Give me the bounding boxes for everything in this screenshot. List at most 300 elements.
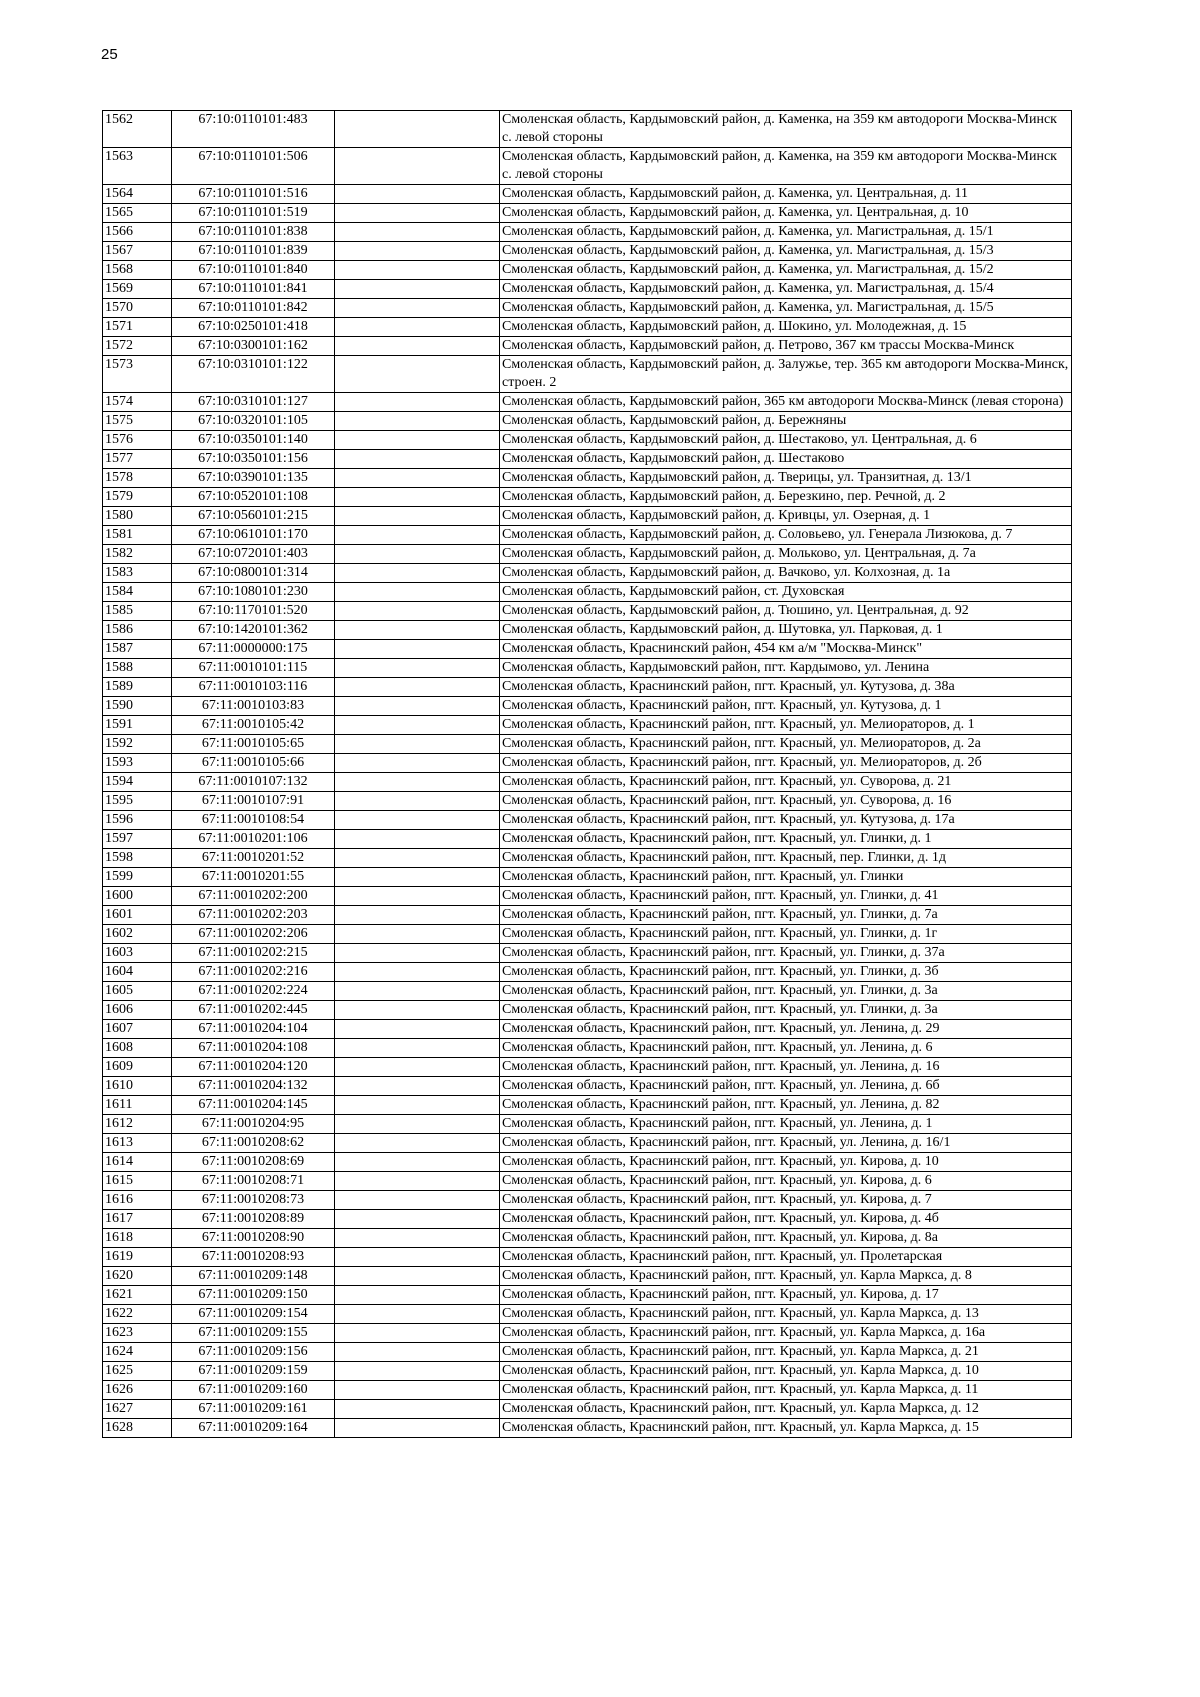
cadastral-number-cell: 67:11:0010208:93 [172, 1248, 335, 1267]
row-number-cell: 1570 [103, 299, 172, 318]
row-number-cell: 1607 [103, 1020, 172, 1039]
empty-cell [335, 1381, 500, 1400]
cadastral-number-cell: 67:10:0110101:841 [172, 280, 335, 299]
address-cell: Смоленская область, Краснинский район, пгт. Красный, ул. Карла Маркса, д. 15 [500, 1419, 1072, 1438]
table-row [103, 1324, 1072, 1343]
address-cell: Смоленская область, Краснинский район, пгт. Красный, ул. Кирова, д. 10 [500, 1153, 1072, 1172]
address-cell: Смоленская область, Кардымовский район, д. Соловьево, ул. Генерала Лизюкова, д. 7 [500, 526, 1072, 545]
cadastral-number-cell: 67:11:0010204:108 [172, 1039, 335, 1058]
cadastral-number-cell: 67:11:0010201:55 [172, 868, 335, 887]
row-number-cell: 1628 [103, 1419, 172, 1438]
table-row [103, 1077, 1072, 1096]
table-row [103, 1305, 1072, 1324]
empty-cell [335, 868, 500, 887]
cadastral-number-cell: 67:10:0110101:516 [172, 185, 335, 204]
address-cell: Смоленская область, Кардымовский район, д. Тюшино, ул. Центральная, д. 92 [500, 602, 1072, 621]
row-number-cell: 1625 [103, 1362, 172, 1381]
table-row [103, 906, 1072, 925]
table-row [103, 602, 1072, 621]
table-row [103, 1210, 1072, 1229]
address-cell: Смоленская область, Кардымовский район, д. Вачково, ул. Колхозная, д. 1а [500, 564, 1072, 583]
row-number-cell: 1613 [103, 1134, 172, 1153]
cadastral-number-cell: 67:11:0010108:54 [172, 811, 335, 830]
empty-cell [335, 1153, 500, 1172]
table-row [103, 963, 1072, 982]
empty-cell [335, 1210, 500, 1229]
row-number-cell: 1568 [103, 261, 172, 280]
table-row [103, 185, 1072, 204]
table-row [103, 583, 1072, 602]
empty-cell [335, 204, 500, 223]
empty-cell [335, 982, 500, 1001]
table-row [103, 944, 1072, 963]
address-cell: Смоленская область, Краснинский район, пгт. Красный, ул. Кирова, д. 7 [500, 1191, 1072, 1210]
empty-cell [335, 1305, 500, 1324]
address-cell: Смоленская область, Краснинский район, пгт. Красный, ул. Кирова, д. 4б [500, 1210, 1072, 1229]
table-row [103, 868, 1072, 887]
address-cell: Смоленская область, Краснинский район, пгт. Красный, ул. Глинки [500, 868, 1072, 887]
table-row [103, 1286, 1072, 1305]
table-row [103, 1267, 1072, 1286]
table-row [103, 1134, 1072, 1153]
table-row [103, 507, 1072, 526]
page-number: 25 [101, 46, 118, 63]
cadastral-number-cell: 67:10:0310101:122 [172, 356, 335, 393]
row-number-cell: 1563 [103, 148, 172, 185]
address-cell: Смоленская область, Кардымовский район, д. Каменка, ул. Магистральная, д. 15/2 [500, 261, 1072, 280]
address-cell: Смоленская область, Краснинский район, пгт. Красный, ул. Глинки, д. 3б [500, 963, 1072, 982]
row-number-cell: 1574 [103, 393, 172, 412]
table-row [103, 792, 1072, 811]
table-row [103, 754, 1072, 773]
table-row [103, 299, 1072, 318]
cadastral-number-cell: 67:11:0010208:71 [172, 1172, 335, 1191]
empty-cell [335, 716, 500, 735]
table-row [103, 773, 1072, 792]
row-number-cell: 1565 [103, 204, 172, 223]
row-number-cell: 1579 [103, 488, 172, 507]
table-row [103, 431, 1072, 450]
address-cell: Смоленская область, Кардымовский район, пгт. Кардымово, ул. Ленина [500, 659, 1072, 678]
address-cell: Смоленская область, Краснинский район, пгт. Красный, ул. Кирова, д. 8а [500, 1229, 1072, 1248]
address-cell: Смоленская область, Кардымовский район, д. Шутовка, ул. Парковая, д. 1 [500, 621, 1072, 640]
address-cell: Смоленская область, Краснинский район, пгт. Красный, ул. Кутузова, д. 38а [500, 678, 1072, 697]
table-row [103, 982, 1072, 1001]
row-number-cell: 1622 [103, 1305, 172, 1324]
table-row [103, 849, 1072, 868]
empty-cell [335, 1229, 500, 1248]
cadastral-number-cell: 67:11:0010101:115 [172, 659, 335, 678]
address-cell: Смоленская область, Краснинский район, пгт. Красный, ул. Кутузова, д. 1 [500, 697, 1072, 716]
cadastral-number-cell: 67:11:0010202:215 [172, 944, 335, 963]
empty-cell [335, 545, 500, 564]
cadastral-number-cell: 67:11:0010208:90 [172, 1229, 335, 1248]
row-number-cell: 1584 [103, 583, 172, 602]
address-cell: Смоленская область, Кардымовский район, д. Мольково, ул. Центральная, д. 7а [500, 545, 1072, 564]
row-number-cell: 1566 [103, 223, 172, 242]
empty-cell [335, 1248, 500, 1267]
empty-cell [335, 280, 500, 299]
address-cell: Смоленская область, Краснинский район, пгт. Красный, ул. Карла Маркса, д. 12 [500, 1400, 1072, 1419]
row-number-cell: 1619 [103, 1248, 172, 1267]
row-number-cell: 1590 [103, 697, 172, 716]
empty-cell [335, 1191, 500, 1210]
cadastral-number-cell: 67:10:0110101:838 [172, 223, 335, 242]
cadastral-number-cell: 67:10:0110101:483 [172, 111, 335, 148]
address-cell: Смоленская область, Краснинский район, пгт. Красный, ул. Ленина, д. 16 [500, 1058, 1072, 1077]
empty-cell [335, 1134, 500, 1153]
address-cell: Смоленская область, Кардымовский район, д. Каменка, на 359 км автодороги Москва-Минск с. левой стороны [500, 148, 1072, 185]
address-cell: Смоленская область, Кардымовский район, д. Шестаково, ул. Центральная, д. 6 [500, 431, 1072, 450]
cadastral-number-cell: 67:10:0250101:418 [172, 318, 335, 337]
cadastral-number-cell: 67:11:0010208:62 [172, 1134, 335, 1153]
cadastral-number-cell: 67:10:0110101:506 [172, 148, 335, 185]
table-row [103, 450, 1072, 469]
cadastral-number-cell: 67:10:0110101:519 [172, 204, 335, 223]
empty-cell [335, 1286, 500, 1305]
empty-cell [335, 849, 500, 868]
table-row [103, 1058, 1072, 1077]
address-cell: Смоленская область, Кардымовский район, д. Каменка, ул. Магистральная, д. 15/4 [500, 280, 1072, 299]
empty-cell [335, 393, 500, 412]
address-cell: Смоленская область, Кардымовский район, ст. Духовская [500, 583, 1072, 602]
empty-cell [335, 830, 500, 849]
cadastral-number-cell: 67:11:0010208:89 [172, 1210, 335, 1229]
table-row [103, 1400, 1072, 1419]
address-cell: Смоленская область, Кардымовский район, д. Березкино, пер. Речной, д. 2 [500, 488, 1072, 507]
empty-cell [335, 412, 500, 431]
empty-cell [335, 906, 500, 925]
empty-cell [335, 507, 500, 526]
empty-cell [335, 1400, 500, 1419]
cadastral-number-cell: 67:11:0010107:91 [172, 792, 335, 811]
address-cell: Смоленская область, Кардымовский район, д. Каменка, ул. Магистральная, д. 15/1 [500, 223, 1072, 242]
address-cell: Смоленская область, Кардымовский район, д. Каменка, на 359 км автодороги Москва-Минск с. левой стороны [500, 111, 1072, 148]
cadastral-number-cell: 67:11:0010202:203 [172, 906, 335, 925]
row-number-cell: 1576 [103, 431, 172, 450]
row-number-cell: 1606 [103, 1001, 172, 1020]
empty-cell [335, 469, 500, 488]
empty-cell [335, 526, 500, 545]
cadastral-number-cell: 67:11:0010202:224 [172, 982, 335, 1001]
address-cell: Смоленская область, Краснинский район, пгт. Красный, ул. Карла Маркса, д. 8 [500, 1267, 1072, 1286]
table-row [103, 223, 1072, 242]
cadastral-number-cell: 67:10:0800101:314 [172, 564, 335, 583]
table-row [103, 1096, 1072, 1115]
table-row [103, 526, 1072, 545]
table-row [103, 1153, 1072, 1172]
table-row [103, 697, 1072, 716]
row-number-cell: 1614 [103, 1153, 172, 1172]
row-number-cell: 1604 [103, 963, 172, 982]
address-cell: Смоленская область, Кардымовский район, д. Каменка, ул. Магистральная, д. 15/5 [500, 299, 1072, 318]
address-cell: Смоленская область, Краснинский район, пгт. Красный, ул. Ленина, д. 1 [500, 1115, 1072, 1134]
empty-cell [335, 640, 500, 659]
cadastral-number-cell: 67:11:0010209:160 [172, 1381, 335, 1400]
empty-cell [335, 1039, 500, 1058]
address-cell: Смоленская область, Кардымовский район, д. Каменка, ул. Центральная, д. 10 [500, 204, 1072, 223]
address-cell: Смоленская область, Кардымовский район, д. Каменка, ул. Магистральная, д. 15/3 [500, 242, 1072, 261]
empty-cell [335, 242, 500, 261]
empty-cell [335, 944, 500, 963]
cadastral-number-cell: 67:11:0010202:216 [172, 963, 335, 982]
table-row [103, 1343, 1072, 1362]
empty-cell [335, 887, 500, 906]
cadastral-number-cell: 67:11:0010208:69 [172, 1153, 335, 1172]
row-number-cell: 1618 [103, 1229, 172, 1248]
table-row [103, 1115, 1072, 1134]
address-cell: Смоленская область, Краснинский район, пгт. Красный, ул. Глинки, д. 1 [500, 830, 1072, 849]
cadastral-number-cell: 67:11:0010105:66 [172, 754, 335, 773]
table-row [103, 1191, 1072, 1210]
address-cell: Смоленская область, Краснинский район, пгт. Красный, ул. Суворова, д. 16 [500, 792, 1072, 811]
empty-cell [335, 792, 500, 811]
table-row [103, 111, 1072, 148]
table-row [103, 469, 1072, 488]
row-number-cell: 1602 [103, 925, 172, 944]
row-number-cell: 1593 [103, 754, 172, 773]
row-number-cell: 1592 [103, 735, 172, 754]
cadastral-number-cell: 67:11:0010209:150 [172, 1286, 335, 1305]
empty-cell [335, 1343, 500, 1362]
address-cell: Смоленская область, Краснинский район, пгт. Красный, ул. Кутузова, д. 17а [500, 811, 1072, 830]
address-cell: Смоленская область, Кардымовский район, д. Петрово, 367 км трассы Москва-Минск [500, 337, 1072, 356]
row-number-cell: 1582 [103, 545, 172, 564]
address-cell: Смоленская область, Краснинский район, пгт. Красный, ул. Ленина, д. 16/1 [500, 1134, 1072, 1153]
address-cell: Смоленская область, Кардымовский район, д. Шокино, ул. Молодежная, д. 15 [500, 318, 1072, 337]
row-number-cell: 1603 [103, 944, 172, 963]
cadastral-number-cell: 67:11:0010209:161 [172, 1400, 335, 1419]
row-number-cell: 1567 [103, 242, 172, 261]
empty-cell [335, 659, 500, 678]
row-number-cell: 1595 [103, 792, 172, 811]
empty-cell [335, 111, 500, 148]
table-row [103, 318, 1072, 337]
address-cell: Смоленская область, Кардымовский район, д. Тверицы, ул. Транзитная, д. 13/1 [500, 469, 1072, 488]
empty-cell [335, 621, 500, 640]
table-row [103, 678, 1072, 697]
table-row [103, 1419, 1072, 1438]
address-cell: Смоленская область, Краснинский район, пгт. Красный, ул. Кирова, д. 17 [500, 1286, 1072, 1305]
row-number-cell: 1586 [103, 621, 172, 640]
address-cell: Смоленская область, Краснинский район, пгт. Красный, пер. Глинки, д. 1д [500, 849, 1072, 868]
cadastral-number-cell: 67:11:0010204:132 [172, 1077, 335, 1096]
address-cell: Смоленская область, Краснинский район, пгт. Красный, ул. Ленина, д. 6 [500, 1039, 1072, 1058]
table-row [103, 887, 1072, 906]
table-row [103, 204, 1072, 223]
empty-cell [335, 735, 500, 754]
table-row [103, 261, 1072, 280]
cadastral-number-cell: 67:10:1420101:362 [172, 621, 335, 640]
table-row [103, 148, 1072, 185]
address-cell: Смоленская область, Краснинский район, пгт. Красный, ул. Карла Маркса, д. 13 [500, 1305, 1072, 1324]
registry-table-body [103, 111, 1072, 1438]
address-cell: Смоленская область, Краснинский район, пгт. Красный, ул. Ленина, д. 6б [500, 1077, 1072, 1096]
cadastral-number-cell: 67:11:0010204:145 [172, 1096, 335, 1115]
empty-cell [335, 356, 500, 393]
row-number-cell: 1601 [103, 906, 172, 925]
row-number-cell: 1562 [103, 111, 172, 148]
empty-cell [335, 299, 500, 318]
empty-cell [335, 185, 500, 204]
address-cell: Смоленская область, Краснинский район, пгт. Красный, ул. Карла Маркса, д. 10 [500, 1362, 1072, 1381]
table-row [103, 280, 1072, 299]
address-cell: Смоленская область, Кардымовский район, д. Бережняны [500, 412, 1072, 431]
empty-cell [335, 963, 500, 982]
address-cell: Смоленская область, Кардымовский район, 365 км автодороги Москва-Минск (левая сторона) [500, 393, 1072, 412]
row-number-cell: 1615 [103, 1172, 172, 1191]
row-number-cell: 1626 [103, 1381, 172, 1400]
row-number-cell: 1588 [103, 659, 172, 678]
table-row [103, 659, 1072, 678]
address-cell: Смоленская область, Краснинский район, пгт. Красный, ул. Карла Маркса, д. 21 [500, 1343, 1072, 1362]
empty-cell [335, 1077, 500, 1096]
address-cell: Смоленская область, Кардымовский район, д. Залужье, тер. 365 км автодороги Москва-Минск, строен. 2 [500, 356, 1072, 393]
empty-cell [335, 1058, 500, 1077]
cadastral-number-cell: 67:10:0520101:108 [172, 488, 335, 507]
cadastral-number-cell: 67:11:0010202:445 [172, 1001, 335, 1020]
empty-cell [335, 1419, 500, 1438]
table-row [103, 412, 1072, 431]
table-row [103, 1381, 1072, 1400]
row-number-cell: 1577 [103, 450, 172, 469]
cadastral-number-cell: 67:11:0010103:83 [172, 697, 335, 716]
table-row [103, 337, 1072, 356]
cadastral-number-cell: 67:11:0010103:116 [172, 678, 335, 697]
registry-table-container [102, 110, 1072, 1438]
cadastral-number-cell: 67:11:0010201:106 [172, 830, 335, 849]
row-number-cell: 1598 [103, 849, 172, 868]
row-number-cell: 1617 [103, 1210, 172, 1229]
table-row [103, 1362, 1072, 1381]
row-number-cell: 1591 [103, 716, 172, 735]
table-row [103, 564, 1072, 583]
address-cell: Смоленская область, Краснинский район, пгт. Красный, ул. Глинки, д. 41 [500, 887, 1072, 906]
table-row [103, 811, 1072, 830]
table-row [103, 1039, 1072, 1058]
row-number-cell: 1599 [103, 868, 172, 887]
address-cell: Смоленская область, Краснинский район, пгт. Красный, ул. Мелиораторов, д. 2б [500, 754, 1072, 773]
cadastral-number-cell: 67:11:0010202:200 [172, 887, 335, 906]
registry-table [102, 110, 1072, 1438]
table-row [103, 640, 1072, 659]
empty-cell [335, 1096, 500, 1115]
cadastral-number-cell: 67:10:0310101:127 [172, 393, 335, 412]
address-cell: Смоленская область, Кардымовский район, д. Кривцы, ул. Озерная, д. 1 [500, 507, 1072, 526]
row-number-cell: 1573 [103, 356, 172, 393]
table-row [103, 716, 1072, 735]
row-number-cell: 1589 [103, 678, 172, 697]
address-cell: Смоленская область, Краснинский район, пгт. Красный, ул. Глинки, д. 1г [500, 925, 1072, 944]
cadastral-number-cell: 67:10:0350101:140 [172, 431, 335, 450]
cadastral-number-cell: 67:11:0010107:132 [172, 773, 335, 792]
row-number-cell: 1608 [103, 1039, 172, 1058]
table-row [103, 1172, 1072, 1191]
empty-cell [335, 1001, 500, 1020]
address-cell: Смоленская область, Краснинский район, пгт. Красный, ул. Глинки, д. 37а [500, 944, 1072, 963]
row-number-cell: 1621 [103, 1286, 172, 1305]
table-row [103, 1001, 1072, 1020]
cadastral-number-cell: 67:10:1170101:520 [172, 602, 335, 621]
table-row [103, 242, 1072, 261]
address-cell: Смоленская область, Краснинский район, пгт. Красный, ул. Кирова, д. 6 [500, 1172, 1072, 1191]
row-number-cell: 1583 [103, 564, 172, 583]
table-row [103, 356, 1072, 393]
empty-cell [335, 318, 500, 337]
empty-cell [335, 1115, 500, 1134]
address-cell: Смоленская область, Краснинский район, пгт. Красный, ул. Карла Маркса, д. 16а [500, 1324, 1072, 1343]
cadastral-number-cell: 67:10:0110101:842 [172, 299, 335, 318]
address-cell: Смоленская область, Краснинский район, пгт. Красный, ул. Карла Маркса, д. 11 [500, 1381, 1072, 1400]
empty-cell [335, 564, 500, 583]
empty-cell [335, 223, 500, 242]
table-row [103, 1020, 1072, 1039]
row-number-cell: 1594 [103, 773, 172, 792]
table-row [103, 393, 1072, 412]
row-number-cell: 1596 [103, 811, 172, 830]
row-number-cell: 1580 [103, 507, 172, 526]
row-number-cell: 1609 [103, 1058, 172, 1077]
address-cell: Смоленская область, Кардымовский район, д. Шестаково [500, 450, 1072, 469]
address-cell: Смоленская область, Краснинский район, пгт. Красный, ул. Мелиораторов, д. 2а [500, 735, 1072, 754]
row-number-cell: 1564 [103, 185, 172, 204]
row-number-cell: 1624 [103, 1343, 172, 1362]
empty-cell [335, 583, 500, 602]
cadastral-number-cell: 67:11:0010105:65 [172, 735, 335, 754]
row-number-cell: 1611 [103, 1096, 172, 1115]
empty-cell [335, 450, 500, 469]
row-number-cell: 1581 [103, 526, 172, 545]
empty-cell [335, 754, 500, 773]
cadastral-number-cell: 67:10:0720101:403 [172, 545, 335, 564]
table-row [103, 830, 1072, 849]
empty-cell [335, 678, 500, 697]
empty-cell [335, 488, 500, 507]
row-number-cell: 1620 [103, 1267, 172, 1286]
cadastral-number-cell: 67:11:0010204:104 [172, 1020, 335, 1039]
address-cell: Смоленская область, Краснинский район, пгт. Красный, ул. Глинки, д. 3а [500, 1001, 1072, 1020]
address-cell: Смоленская область, Краснинский район, пгт. Красный, ул. Ленина, д. 29 [500, 1020, 1072, 1039]
row-number-cell: 1623 [103, 1324, 172, 1343]
empty-cell [335, 1172, 500, 1191]
table-row [103, 488, 1072, 507]
empty-cell [335, 431, 500, 450]
table-row [103, 545, 1072, 564]
row-number-cell: 1585 [103, 602, 172, 621]
cadastral-number-cell: 67:10:0320101:105 [172, 412, 335, 431]
cadastral-number-cell: 67:11:0010209:156 [172, 1343, 335, 1362]
row-number-cell: 1575 [103, 412, 172, 431]
empty-cell [335, 773, 500, 792]
row-number-cell: 1597 [103, 830, 172, 849]
address-cell: Смоленская область, Краснинский район, пгт. Красный, ул. Суворова, д. 21 [500, 773, 1072, 792]
address-cell: Смоленская область, Краснинский район, пгт. Красный, ул. Пролетарская [500, 1248, 1072, 1267]
empty-cell [335, 261, 500, 280]
address-cell: Смоленская область, Кардымовский район, д. Каменка, ул. Центральная, д. 11 [500, 185, 1072, 204]
cadastral-number-cell: 67:10:1080101:230 [172, 583, 335, 602]
empty-cell [335, 1020, 500, 1039]
cadastral-number-cell: 67:10:0300101:162 [172, 337, 335, 356]
cadastral-number-cell: 67:11:0010204:95 [172, 1115, 335, 1134]
cadastral-number-cell: 67:11:0010105:42 [172, 716, 335, 735]
cadastral-number-cell: 67:11:0010201:52 [172, 849, 335, 868]
empty-cell [335, 697, 500, 716]
cadastral-number-cell: 67:11:0010209:155 [172, 1324, 335, 1343]
cadastral-number-cell: 67:11:0010209:159 [172, 1362, 335, 1381]
row-number-cell: 1616 [103, 1191, 172, 1210]
cadastral-number-cell: 67:11:0010209:164 [172, 1419, 335, 1438]
address-cell: Смоленская область, Краснинский район, 454 км а/м "Москва-Минск" [500, 640, 1072, 659]
